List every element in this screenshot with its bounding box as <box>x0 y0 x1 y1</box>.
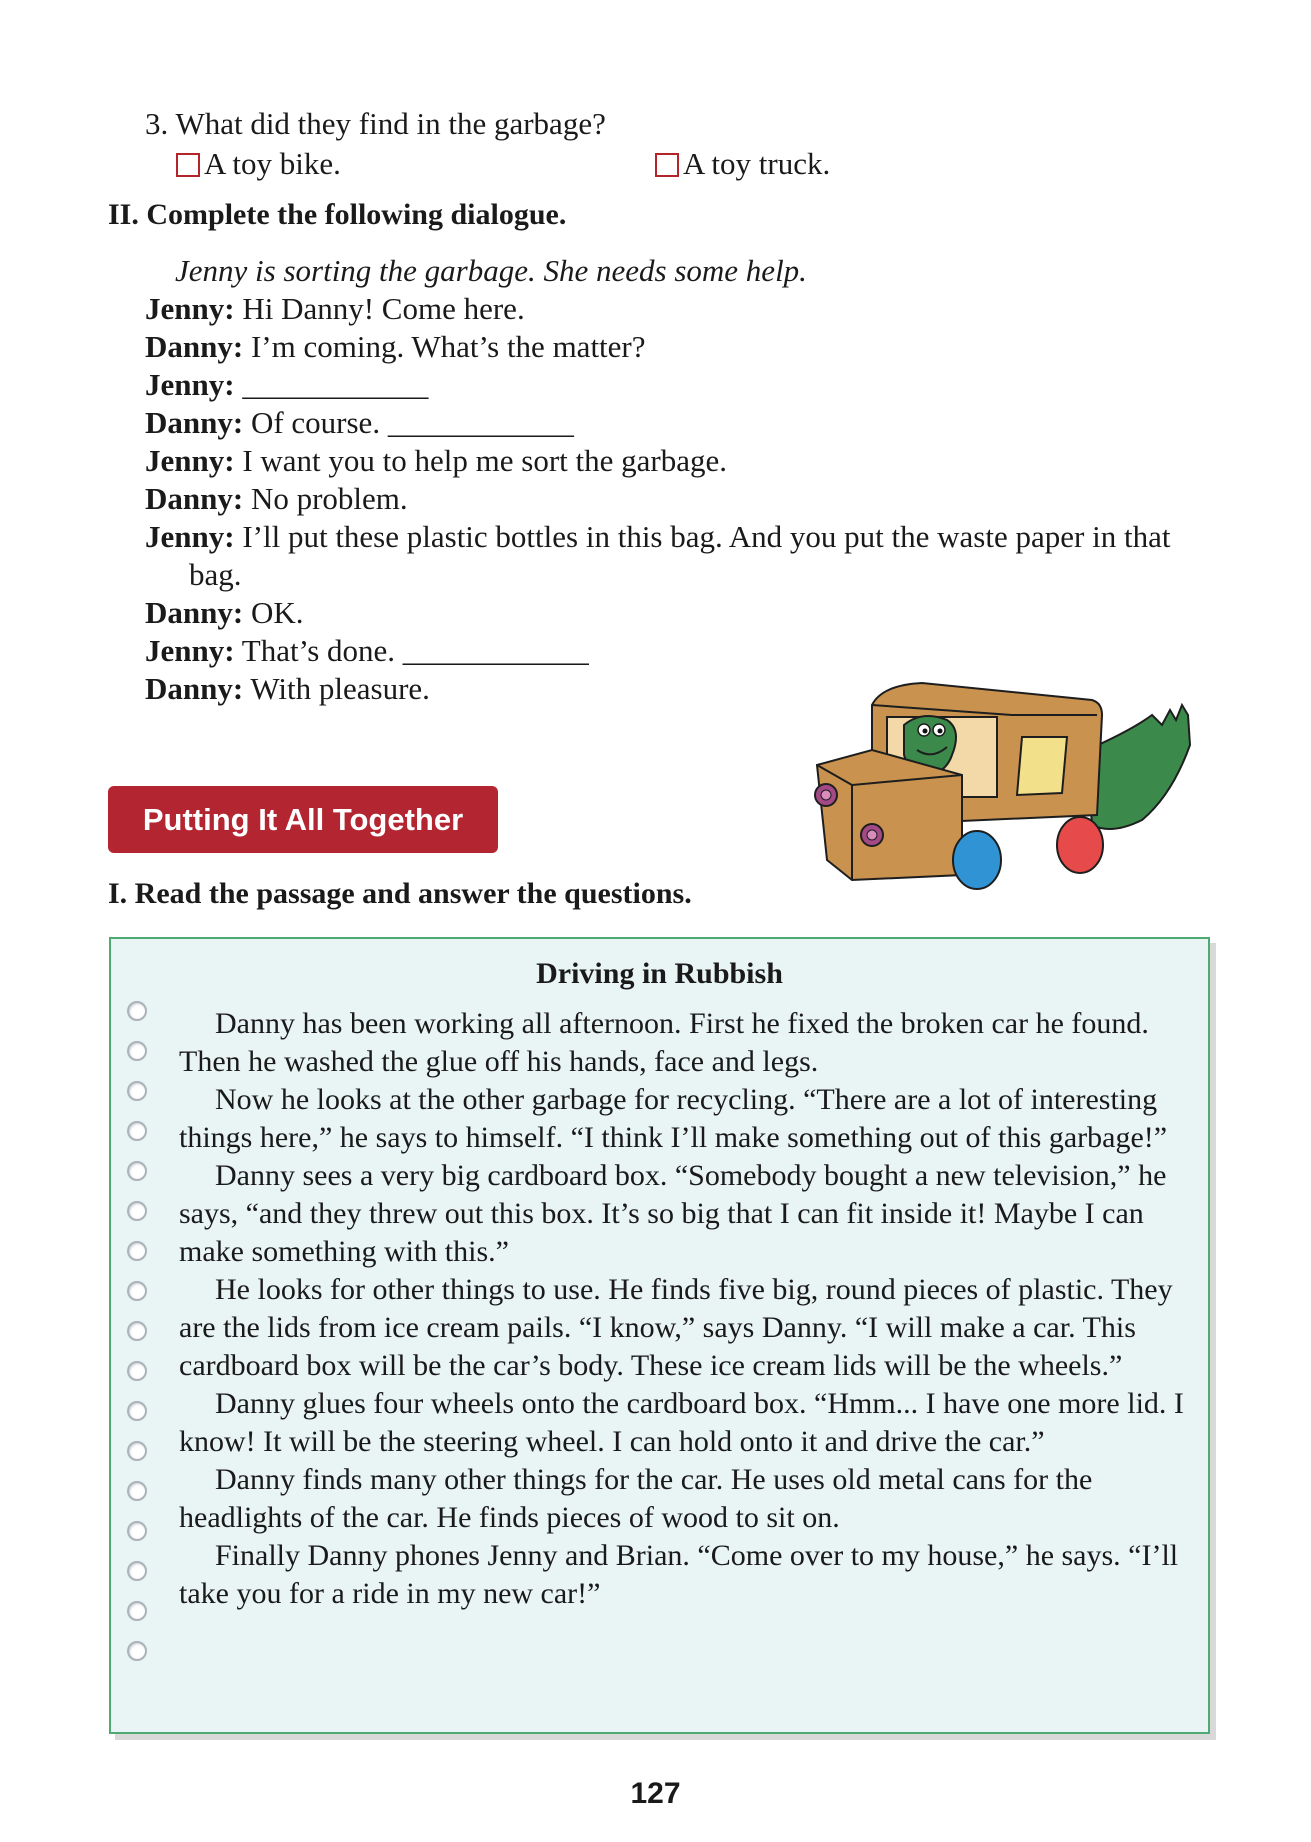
passage-paragraph: Now he looks at the other garbage for recycling. “There are a lot of interesting things here,” he says to himself. “I think I’ll make something out of this garbage!” <box>179 1083 1168 1154</box>
binder-ring-icon <box>127 1481 147 1501</box>
passage-text <box>179 1005 1199 1613</box>
binder-ring-icon <box>127 1001 147 1021</box>
option-b[interactable] <box>655 145 830 183</box>
binder-ring-icon <box>127 1121 147 1141</box>
speaker: Danny: <box>145 329 244 364</box>
dialogue-line <box>145 594 1195 632</box>
option-a[interactable] <box>176 145 341 183</box>
line-text: With pleasure. <box>243 671 430 706</box>
question-3 <box>145 105 606 143</box>
answer-blank[interactable]: That’s done. ____________ <box>234 633 589 668</box>
dialogue-intro: Jenny is sorting the garbage. She needs some help. <box>175 253 807 288</box>
dialogue-line <box>145 632 1195 670</box>
speaker: Jenny: <box>145 367 235 402</box>
passage-box <box>109 937 1210 1734</box>
speaker: Jenny: <box>145 443 235 478</box>
dialogue-line <box>145 480 1195 518</box>
dialogue-line <box>145 290 1195 328</box>
binder-ring-icon <box>127 1081 147 1101</box>
binder-ring-icon <box>127 1441 147 1461</box>
answer-blank[interactable]: Of course. ____________ <box>243 405 574 440</box>
option-b-label: A toy truck. <box>683 146 831 181</box>
line-text: I want you to help me sort the garbage. <box>234 443 727 478</box>
answer-blank[interactable]: ____________ <box>234 367 429 402</box>
binder-ring-icon <box>127 1561 147 1581</box>
passage-paragraph: He looks for other things to use. He finds five big, round pieces of plastic. They are the lids from ice cream pails. “I know,” says Danny. “I will make a car. This cardboard box will be the car’s body. These ice cream lids will be the wheels.” <box>179 1273 1173 1382</box>
question-3-text: 3. What did they find in the garbage? <box>145 106 606 141</box>
dialogue-line <box>145 366 1195 404</box>
speaker: Jenny: <box>145 519 235 554</box>
binder-ring-icon <box>127 1201 147 1221</box>
dialogue <box>145 252 1195 708</box>
dialogue-line <box>145 442 1195 480</box>
dialogue-line <box>145 518 1195 594</box>
option-a-checkbox[interactable] <box>176 153 200 177</box>
section-banner: Putting It All Together <box>108 786 498 853</box>
cardboard-car-illustration <box>812 675 1192 890</box>
binder-ring-icon <box>127 1361 147 1381</box>
line-text: No problem. <box>243 481 408 516</box>
binder-ring-icon <box>127 1321 147 1341</box>
passage-title: Driving in Rubbish <box>536 957 783 990</box>
passage-paragraph: Finally Danny phones Jenny and Brian. “Come over to my house,” he says. “I’ll take you for a ride in my new car!” <box>179 1539 1179 1610</box>
passage-paragraph: Danny finds many other things for the car. He uses old metal cans for the headlights of the car. He finds pieces of wood to sit on. <box>179 1463 1093 1534</box>
speaker: Danny: <box>145 405 244 440</box>
option-b-checkbox[interactable] <box>655 153 679 177</box>
binder-ring-icon <box>127 1401 147 1421</box>
line-text: I’ll put these plastic bottles in this bag. And you put the waste paper in that bag. <box>189 519 1171 592</box>
speaker: Jenny: <box>145 633 235 668</box>
binder-ring-icon <box>127 1641 147 1661</box>
speaker: Danny: <box>145 481 244 516</box>
line-text: OK. <box>243 595 304 630</box>
speaker: Jenny: <box>145 291 235 326</box>
page-number: 127 <box>630 1777 681 1810</box>
binder-ring-icon <box>127 1161 147 1181</box>
section-2-heading: II. Complete the following dialogue. <box>108 198 567 231</box>
passage-paragraph: Danny sees a very big cardboard box. “Somebody bought a new television,” he says, “and they threw out this box. It’s so big that I can fit inside it! Maybe I can make something with this.” <box>179 1159 1167 1268</box>
binder-ring-icon <box>127 1281 147 1301</box>
passage-paragraph: Danny has been working all afternoon. First he fixed the broken car he found. Then he washed the glue off his hands, face and legs. <box>179 1007 1149 1078</box>
speaker: Danny: <box>145 671 244 706</box>
section-1-heading: I. Read the passage and answer the questions. <box>108 877 692 910</box>
speaker: Danny: <box>145 595 244 630</box>
binder-ring-icon <box>127 1041 147 1061</box>
binder-ring-icon <box>127 1521 147 1541</box>
line-text: I’m coming. What’s the matter? <box>243 329 646 364</box>
dialogue-line <box>145 404 1195 442</box>
line-text: Hi Danny! Come here. <box>234 291 525 326</box>
dialogue-line <box>145 328 1195 366</box>
binder-ring-icon <box>127 1601 147 1621</box>
binder-ring-icon <box>127 1241 147 1261</box>
option-a-label: A toy bike. <box>204 146 341 181</box>
passage-paragraph: Danny glues four wheels onto the cardboard box. “Hmm... I have one more lid. I know! It will be the steering wheel. I can hold onto it and drive the car.” <box>179 1387 1184 1458</box>
